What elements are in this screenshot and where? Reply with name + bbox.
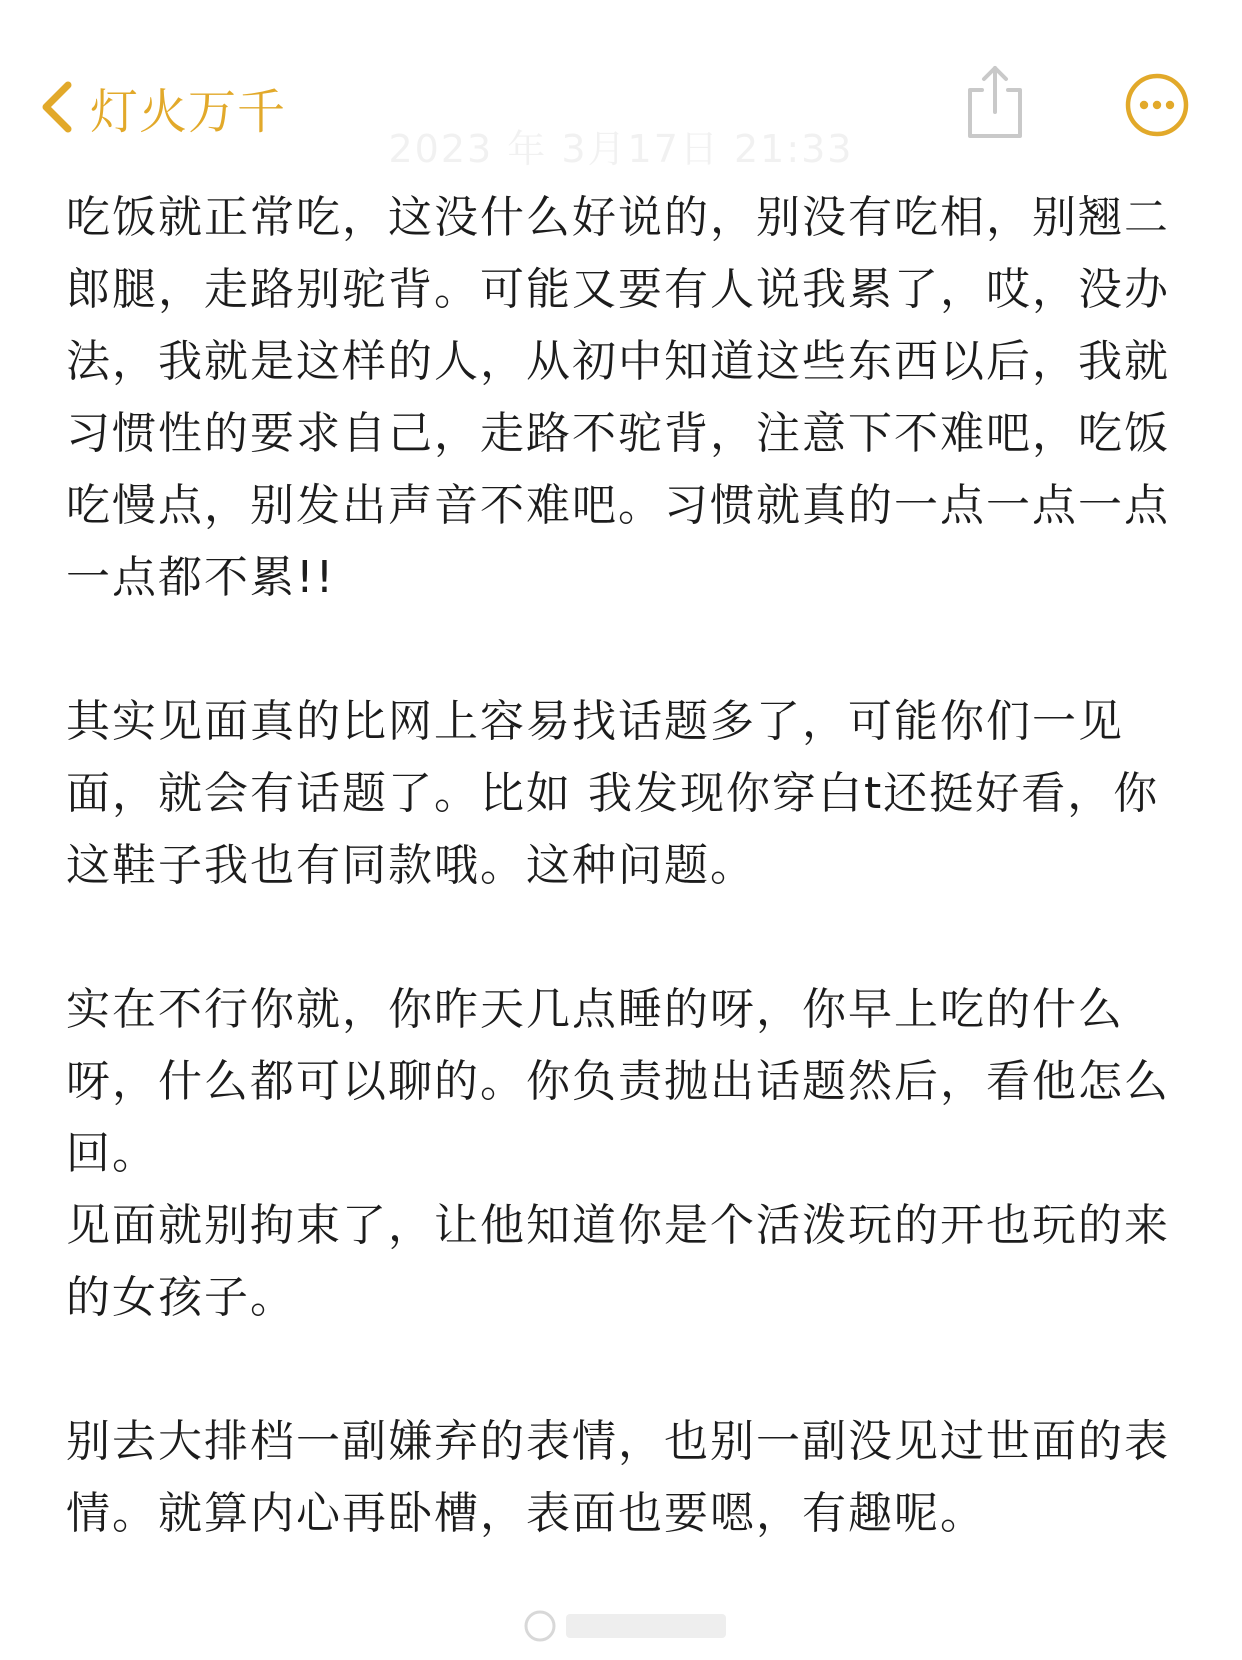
- note-paragraph-1: 吃饭就正常吃，这没什么好说的，别没有吃相，别翘二郎腿，走路别驼背。可能又要有人说我累了，哎，没办法，我就是这样的人，从初中知道这些东西以后，我就习惯性的要求自己，走路不驼背，注意下不难吧，吃饭吃慢点，别发出声音不难吧。习惯就真的一点一点一点一点都不累!!: [66, 192, 1170, 603]
- paragraph-spacer: [66, 614, 1196, 686]
- note-paragraph-3: 实在不行你就，你昨天几点睡的呀，你早上吃的什么呀，什么都可以聊的。你负责抛出话题然后，看他怎么回。: [66, 984, 1170, 1179]
- watermark-logo: [520, 1606, 730, 1646]
- note-timestamp: 2023 年 3月17日 21:33: [388, 127, 854, 171]
- navigation-bar: [0, 0, 1242, 180]
- paragraph-spacer: [66, 902, 1196, 974]
- paragraph-spacer: [66, 1334, 1196, 1406]
- back-label: 灯火万千: [90, 83, 287, 140]
- note-paragraph-2: 其实见面真的比网上容易找话题多了，可能你们一见面，就会有话题了。比如 我发现你穿白t还挺好看，你这鞋子我也有同款哦。这种问题。: [66, 696, 1160, 891]
- more-icon[interactable]: [1124, 72, 1190, 138]
- share-icon[interactable]: [960, 62, 1030, 142]
- note-paragraph-5: 别去大排档一副嫌弃的表情，也别一副没见过世面的表情。就算内心再卧槽，表面也要嗯，有趣呢。: [66, 1416, 1170, 1539]
- note-body[interactable]: [66, 182, 1196, 1550]
- note-paragraph-4: 见面就别拘束了，让他知道你是个活泼玩的开也玩的来的女孩子。: [66, 1200, 1170, 1323]
